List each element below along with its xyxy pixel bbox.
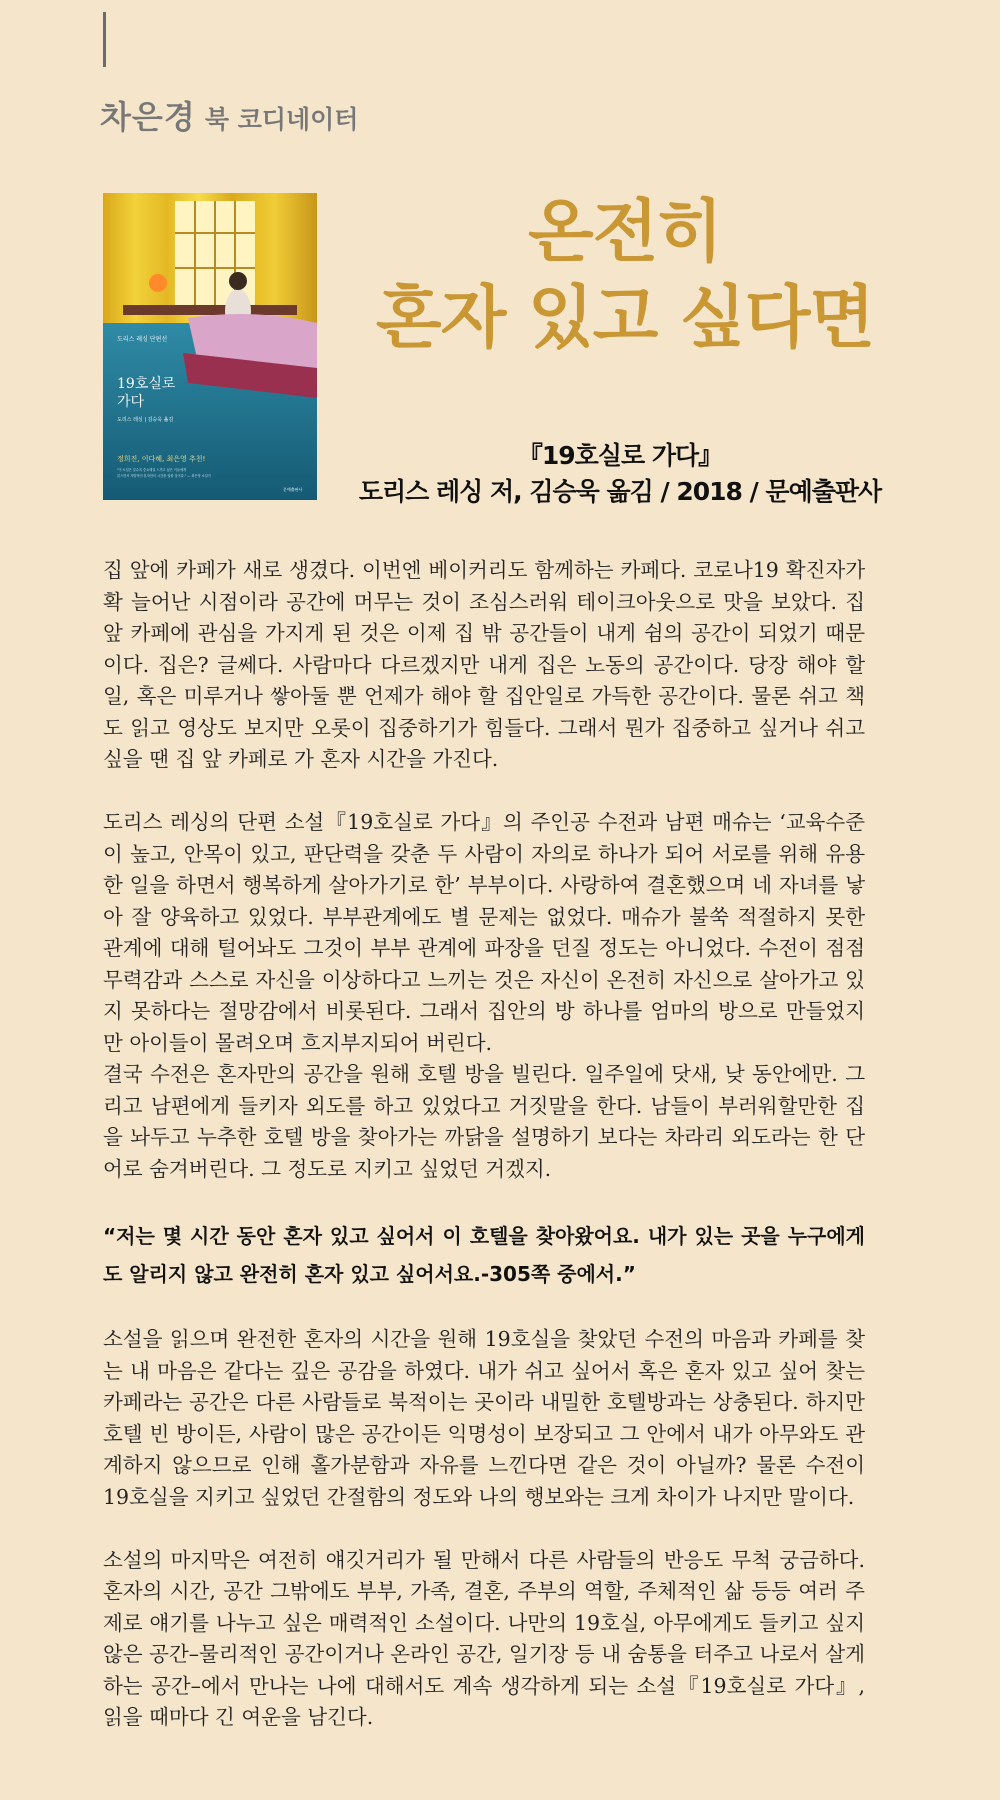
cover-recommend: 정희진, 이다혜, 최은영 추천! [117,455,206,463]
paragraph-3: 결국 수전은 혼자만의 공간을 원해 호텔 방을 빌린다. 일주일에 닷새, 낮 동안에만. 그리고 남편에게 들키자 외도를 하고 있었다고 거짓말을 한다. 남들이 부러워할만한 집을 놔두고 누추한 호텔 방을 찾아가는 까닭을 설명하기 보다는 차라리 외도라는 한 단어로 숨겨버린다. 그 정도로 지키고 싶었던 거겠지. [103,1062,865,1181]
paragraph-5: 소설의 마지막은 여전히 얘깃거리가 될 만해서 다른 사람들의 반응도 무척 궁금하다. 혼자의 시간, 공간 그밖에도 부부, 가족, 결혼, 주부의 역할, 주체적인 삶 등등 여러 주제로 얘기를 나누고 싶은 매력적인 소설이다. 나만의 19호실, 아무에게도 들키고 싶지 않은 공간–물리적인 공간이거나 온라인 공간, 일기장 등 내 숨통을 터주고 나로서 살게 하는 공간–에서 만나는 나에 대해서도 계속 생각하게 되는 소설『19호실로 가다』, 읽을 때마다 긴 여운을 남긴다. [103,1547,865,1729]
cover-credits: 도리스 레싱 | 김승욱 옮김 [117,417,174,423]
paragraph-1: 집 앞에 카페가 새로 생겼다. 이번엔 베이커리도 함께하는 카페다. 코로나19 확진자가 확 늘어난 시점이라 공간에 머무는 것이 조심스러워 테이크아웃으로 맛을 보았다. 집 앞 카페에 관심을 가지게 된 것은 이제 집 밖 공간들이 내게 쉼의 공간이 되었기 때문이다. 집은? 글쎄다. 사람마다 다르겠지만 내게 집은 노동의 공간이다. 당장 해야 할 일, 혹은 미루거나 쌓아둘 뿐 언제가 해야 할 집안일로 가득한 공간이다. 물론 쉬고 책도 읽고 영상도 보지만 오롯이 집중하기가 힘들다. 그래서 뭔가 집중하고 싶거나 쉬고 싶을 땐 집 앞 카페로 가 혼자 시간을 가진다. [103,558,865,771]
cover-series: 도리스 레싱 단편선 [117,336,168,343]
paragraph-2: 도리스 레싱의 단편 소설『19호실로 가다』의 주인공 수전과 남편 매슈는 ‘교육수준이 높고, 안목이 있고, 판단력을 갖춘 두 사람이 자의로 하나가 되어 서로를 위해 유용한 일을 하면서 행복하게 살아가기로 한’ 부부이다. 사랑하여 결혼했으며 네 자녀를 낳아 잘 양육하고 있었다. 부부관계에도 별 문제는 없었다. 매슈가 불쑥 적절하지 못한 관계에 대해 털어놔도 그것이 부부 관계에 파장을 던질 정도는 아니었다. 수전이 점점 무력감과 스스로 자신을 이상하다고 느끼는 것은 자신이 온전히 자신으로 살아가고 있지 못하다는 절망감에서 비롯된다. 그래서 집안의 방 하나를 엄마의 방으로 만들었지만 아이들이 몰려오며 흐지부지되어 버린다. [103,810,865,1055]
article-body [103,555,865,1734]
paragraph-4: 소설을 읽으며 완전한 혼자의 시간을 원해 19호실을 찾았던 수전의 마음과 카페를 찾는 내 마음은 같다는 깊은 공감을 하였다. 내가 쉬고 싶어서 혹은 혼자 있고 싶어 찾는 카페라는 공간은 다른 사람들로 북적이는 곳이라 내밀한 호텔방과는 상충된다. 하지만 호텔 빈 방이든, 사람이 많은 공간이든 익명성이 보장되고 그 안에서 내가 아무와도 관계하지 않으므로 인해 홀가분함과 자유를 느낀다면 같은 것이 아닐까? 물론 수전이 19호실을 지키고 싶었던 간절함의 정도와 나의 행보와는 크게 차이가 나지만 말이다. [103,1327,865,1509]
top-divider-line [103,12,106,67]
book-info [330,438,910,510]
author-role: 북 코디네이터 [204,105,359,134]
cover-title-line1: 19호실로 [117,376,176,392]
book-cover-image [103,193,317,500]
cover-blurb-line1: "이 소설은 갈수록 중요해질 느끼고 싶은 이들에게 [117,468,187,472]
book-title: 『19호실로 가다』 [517,441,723,470]
book-quote: “저는 몇 시간 동안 혼자 있고 싶어서 이 호텔을 찾아왔어요. 내가 있는 곳을 누구에게도 알리지 않고 완전히 혼자 있고 싶어서요.-305쪽 중에서.” [103,1223,865,1286]
cover-publisher: 문예출판사 [283,487,303,492]
article-headline [360,190,890,362]
author-byline [100,92,358,138]
cover-blurb-line2: 읽으면서 자발적인 혼자만의 시간을 권할 것이다." — 최은영 소설가 [117,474,211,478]
book-credits: 도리스 레싱 저, 김승욱 옮김 / 2018 / 문예출판사 [358,477,882,506]
headline-line1: 온전히 [527,193,723,272]
author-name: 차은경 [100,98,196,136]
headline-line2: 혼자 있고 싶다면 [375,279,875,358]
cover-title-line2: 가다 [117,394,145,410]
